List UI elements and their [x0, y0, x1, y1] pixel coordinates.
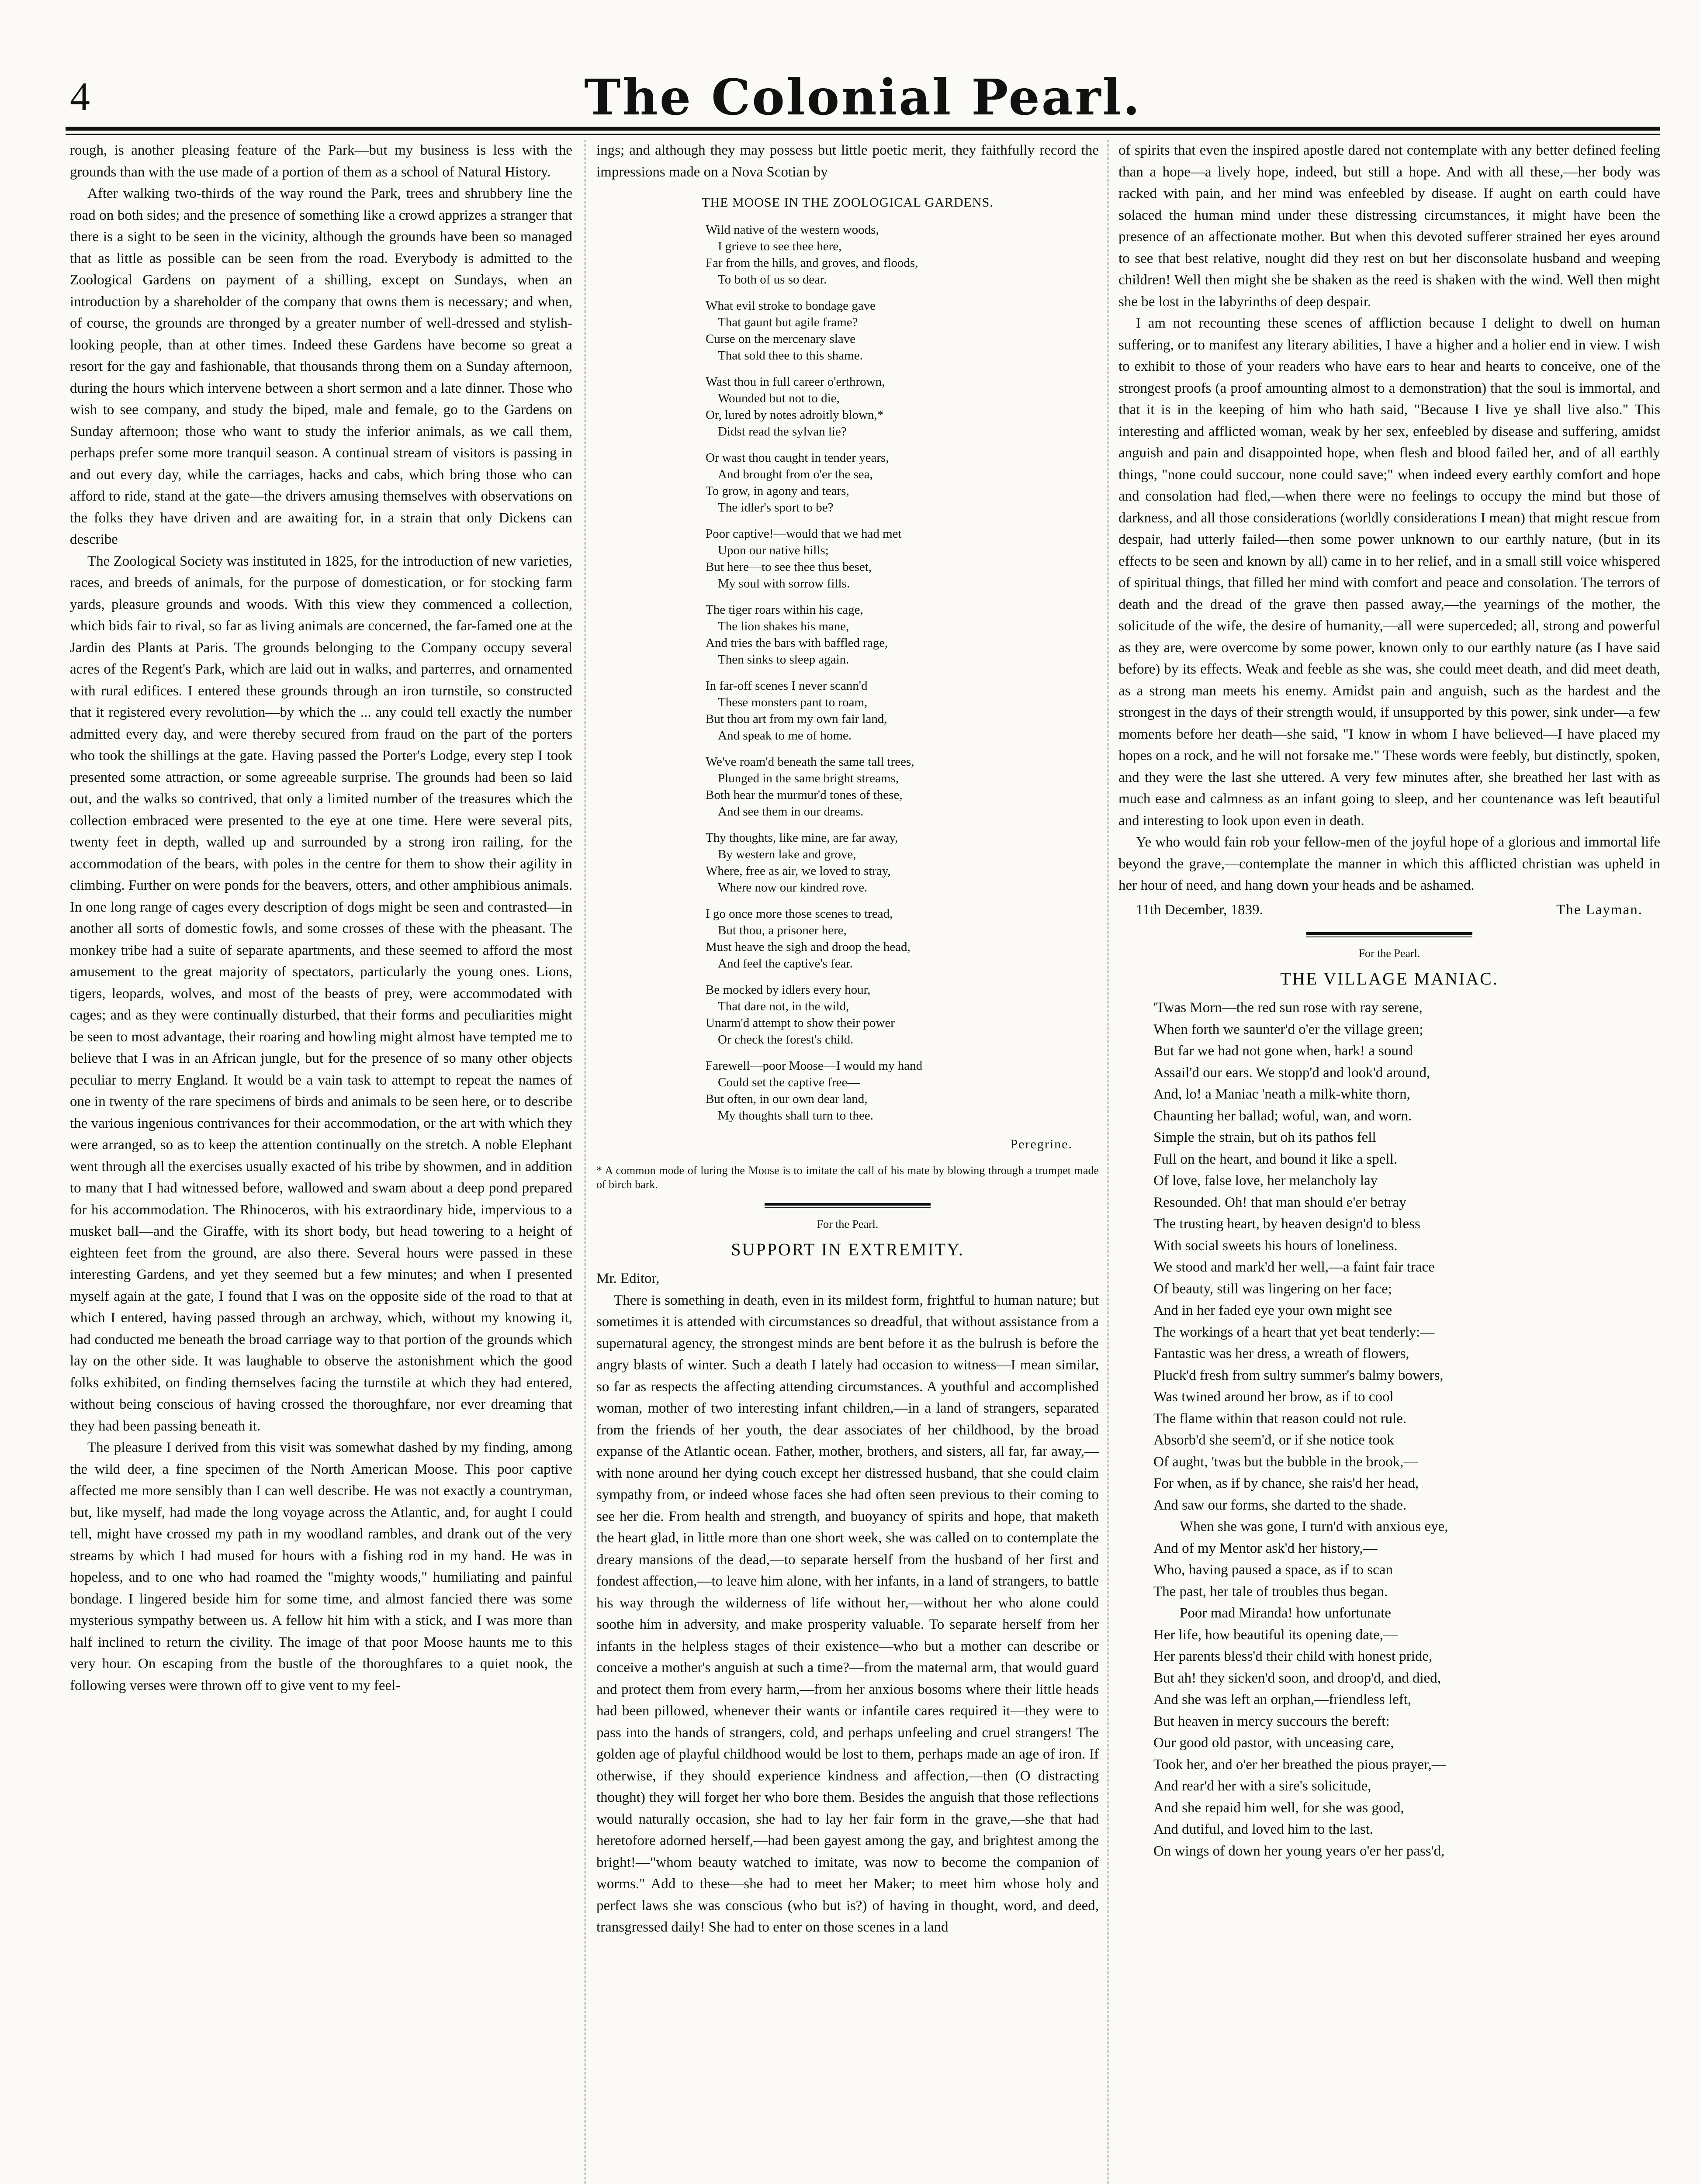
poem-line: Thy thoughts, like mine, are far away,	[706, 830, 898, 845]
poem-line: Could set the captive free—	[718, 1075, 860, 1089]
poem-line: To grow, in agony and tears,	[706, 484, 849, 498]
paragraph: The pleasure I derived from this visit was somewhat dashed by my finding, among the wild deer, a fine specimen of the North American Moose. This poor captive affected me more sensibly than I can well describe. He was not exactly a countryman, but, like myself, had made the long voyage across the Atlantic, and, for aught I could tell, might have crossed my path in my woodland rambles, and drank out of the very streams by which I had mused for hours with a fishing rod in my hand. He was in hopeless, and to one who had roamed the "mighty woods," humiliating and painful bondage. I lingered beside him for some time, and almost fancied there was some mysterious sympathy between us. A fellow hit him with a stick, and I was more than half inclined to return the civility. The image of that poor Moose haunts me to this very hour. On escaping from the bustle of the thoroughfares to a quiet nook, the following verses were thrown off to give vent to my feel-	[70, 1440, 572, 1693]
poem-line: That dare not, in the wild,	[718, 999, 849, 1013]
poem-line: 'Twas Morn—the red sun rose with ray serene,	[1153, 1000, 1423, 1016]
poem-line: Wast thou in full career o'erthrown,	[706, 374, 885, 389]
poem-line: When she was gone, I turn'd with anxious eye,	[1180, 1519, 1448, 1534]
poem-line: Plunged in the same bright streams,	[718, 771, 899, 785]
poem-line: Far from the hills, and groves, and floods,	[706, 256, 918, 270]
poem-line: Farewell—poor Moose—I would my hand	[706, 1058, 923, 1073]
poem-line: Of beauty, still was lingering on her face;	[1153, 1281, 1392, 1297]
section-divider	[765, 1203, 931, 1208]
poem-line: Full on the heart, and bound it like a spell.	[1153, 1151, 1398, 1167]
section-divider	[1306, 932, 1472, 937]
poem-line: Absorb'd she seem'd, or if she notice took	[1153, 1432, 1394, 1448]
paragraph: The Zoological Society was instituted in 1825, for the introduction of new varieties, races, and breeds of animals, for the purpose of domestication, or for stocking farm yards, pleasure grounds and woods. With this view they commenced a collection, which bids fair to rival, so far as living animals are concerned, the far-famed one at the Jardin des Plants at Paris. The grounds belonging to the Company occupy several acres of the Regent's Park, which are laid out in walks, and parterres, and ornamented with rural edifices. I entered these grounds through an iron turnstile, so constructed that it registered every revolution—by which the ... any could tell exactly the number admitted every day, and were thereby secured from fraud on the part of the porters who took the shillings at the gate. Having passed the Porter's Lodge, every step I took presented some attraction, or some agreeable surprise. The grounds had been so laid out, and the walks so contrived, that only a limited number of the treasures which the collection embraced were presented to the eye at one time. Here were several pits, twenty feet in depth, walled up and surrounded by a strong iron railing, for the accommodation of the bears, with poles in the centre for them to show their agility in climbing. Further on were ponds for the beavers, otters, and other amphibious animals. In one long range of cages every description of dogs might be seen and contrasted—in another all sorts of domestic fowls, and some crosses of these with the pheasant. The monkey tribe had a suite of separate apartments, and these seemed to afford the most amusement to the great majority of spectators, particularly the young ones. Lions, tigers, leopards, wolves, and most of the beasts of prey, were accommodated with cages; and as they were continually disturbed, that their forms and peculiarities might be seen to most advantage, their roaring and howling might almost have tempted me to believe that I was in an African jungle, but for the presence of so many other objects peculiar to merry England. It would be a vain task to attempt to repeat the names of one in twenty of the rare specimens of birds and animals to be seen here, or to describe the various ingenious contrivances for their accommodation, or the art with which they were arranged, so as to keep the attention continually on the stretch. A noble Elephant went through all the exercises usually exacted of his tribe by showmen, and in addition to many that I had witnessed before, wallowed and swam about a deep pond prepared for his accommodation. The Rhinoceros, with his extraordinary hide, impervious to a musket ball—and the Giraffe, with its short body, but head towering to a height of eighteen feet from the ground, are also there. Several hours were passed in these interesting Gardens, and yet they seemed but a few minutes; and when I presented myself again at the gate, I found that I was on the opposite side of the road to that at which I entered, having passed through an archway, which, without my knowing it, had conducted me beneath the broad carriage way to that portion of the grounds which lay on the other side. It was laughable to observe the astonishment which the good folks exhibited, on finding themselves facing the turnstile at which they had entered, without being conscious of having crossed the thoroughfare, nor ever dreaming that they had been passing beneath it.	[70, 553, 572, 1434]
page-number: 4	[70, 74, 90, 119]
byline: For the Pearl.	[817, 1218, 879, 1230]
masthead	[66, 66, 1660, 131]
poem-line: And, lo! a Maniac 'neath a milk-white thorn,	[1153, 1086, 1410, 1102]
paragraph: of spirits that even the inspired apostle dared not contemplate with any better defined feeling than a hope—a lively hope, indeed, but still a hope. And with all these,—her body was racked with pain, and her mind was enfeebled by disease. If aught on earth could have solaced the human mind under these distressing circumstances, it might have been the presence of an affectionate mother. But when this devoted sufferer strained her eyes around to see that best relative, nought did they rest on but her disconsolate husband and weeping children! Well then might she be shaken as the reed is shaken with the wind. Well then might she be lost in the labyrinths of deep despair.	[1118, 142, 1660, 310]
poem-line: Her parents bless'd their child with honest pride,	[1153, 1648, 1433, 1664]
poem-line: That gaunt but agile frame?	[718, 315, 858, 329]
poem-line: My soul with sorrow fills.	[718, 576, 850, 591]
poem-line: Our good old pastor, with unceasing care,	[1153, 1735, 1394, 1751]
poem-stanza	[706, 753, 1099, 820]
article-title: THE VILLAGE MANIAC.	[1280, 968, 1499, 988]
poem-line: Pluck'd fresh from sultry summer's balmy bowers,	[1153, 1367, 1444, 1383]
poem-line: And brought from o'er the sea,	[718, 467, 873, 481]
poem-stanza	[706, 449, 1099, 516]
newspaper-title: The Colonial Pearl.	[584, 69, 1142, 126]
poem-signature: Peregrine.	[1010, 1137, 1073, 1151]
poem-line: The flame within that reason could not rule.	[1153, 1410, 1407, 1427]
salutation: Mr. Editor,	[596, 1271, 660, 1286]
poem-line: The lion shakes his mane,	[718, 619, 849, 633]
poem-stanza	[706, 297, 1099, 364]
poem-line: Or check the forest's child.	[718, 1032, 854, 1047]
masthead-rule-thin	[66, 134, 1660, 135]
poem-stanza	[706, 221, 1099, 288]
poem-line: Wild native of the western woods,	[706, 222, 879, 237]
poem-body	[596, 221, 1099, 1124]
poem-line: But heaven in mercy succours the bereft:	[1153, 1713, 1390, 1729]
poem-line: And speak to me of home.	[718, 728, 852, 743]
dateline	[1136, 899, 1643, 921]
poem-line: And she repaid him well, for she was good,	[1153, 1800, 1404, 1816]
letter-signature: The Layman.	[1556, 902, 1643, 918]
poem-line: I go once more those scenes to tread,	[706, 906, 893, 921]
poem-line: These monsters pant to roam,	[718, 695, 868, 709]
poem-line: On wings of down her young years o'er her pass'd,	[1153, 1843, 1445, 1859]
poem-line: My thoughts shall turn to thee.	[718, 1108, 874, 1123]
poem-line: Wounded but not to die,	[718, 391, 840, 405]
poem-line: We've roam'd beneath the same tall trees,	[706, 754, 914, 769]
poem-line: Who, having paused a space, as if to scan	[1153, 1562, 1393, 1578]
poem-line: The idler's sport to be?	[718, 500, 834, 515]
poem-stanza	[706, 601, 1099, 668]
poem-line: The trusting heart, by heaven design'd to bless	[1153, 1216, 1420, 1232]
poem-line: And dutiful, and loved him to the last.	[1153, 1821, 1374, 1837]
paragraph: ings; and although they may possess but little poetic merit, they faithfully record the impressions made on a Nova Scotian by	[596, 142, 1099, 180]
paragraph: rough, is another pleasing feature of the Park—but my business is less with the grounds than with the use made of a portion of them as a school of Natural History.	[70, 142, 572, 180]
poem-line: With social sweets his hours of loneliness.	[1153, 1237, 1398, 1254]
poem-line: Must heave the sigh and droop the head,	[706, 940, 911, 954]
poem-stanza	[706, 905, 1099, 972]
poem-line: Her life, how beautiful its opening date,—	[1153, 1627, 1398, 1643]
poem-stanza	[706, 525, 1099, 592]
poem-line: Poor captive!—would that we had met	[706, 526, 902, 541]
paragraph: After walking two-thirds of the way round the Park, trees and shrubbery line the road on both sides; and the presence of something like a crowd apprizes a stranger that there is a sight to be seen in the vicinity, although the grounds have been so managed that as little as possible can be seen from the road. Everybody is admitted to the Zoological Gardens on payment of a shilling, except on Sundays, when an introduction by a shareholder of the company that owns them is necessary; and when, of course, the grounds are thronged by a greater number of well-dressed and stylish-looking people, than at other times. Indeed these Gardens have become so great a resort for the gay and fashionable, that thousands throng them on a Sunday afternoon, during the hours which intervene between a short sermon and a late dinner. Those who wish to see company, and study the biped, male and female, go to the Gardens on Sunday afternoon; those who want to study the inferior animals, as we call them, perhaps prefer some more tranquil season. A continual stream of visitors is passing in and out every day, while the carriages, hacks and cabs, which bring those who can afford to ride, stand at the gate—the drivers amusing themselves with observations on the folks they have driven and are awaiting for, in a strain that only Dickens can describe	[70, 186, 572, 547]
poem-stanza	[706, 677, 1099, 744]
poem-line: And of my Mentor ask'd her history,—	[1153, 1540, 1378, 1556]
poem-line: Upon our native hills;	[718, 543, 829, 557]
poem-line: And tries the bars with baffled rage,	[706, 636, 888, 650]
poem-line: For when, as if by chance, she rais'd her head,	[1153, 1476, 1419, 1491]
poem-line: Where, free as air, we loved to stray,	[706, 864, 891, 878]
poem-line: Assail'd our ears. We stopp'd and look'd around,	[1153, 1064, 1430, 1081]
poem-line: Fantastic was her dress, a wreath of flowers,	[1153, 1346, 1409, 1362]
poem-line: Both hear the murmur'd tones of these,	[706, 788, 903, 802]
masthead-rule-thick	[66, 127, 1660, 131]
poem-line: And she was left an orphan,—friendless left,	[1153, 1692, 1412, 1707]
poem-line: The workings of a heart that yet beat tenderly:—	[1153, 1324, 1435, 1340]
poem-line: I grieve to see thee here,	[718, 239, 842, 253]
poem-line: But far we had not gone when, hark! a sound	[1153, 1043, 1413, 1059]
footnote: * A common mode of luring the Moose is to imitate the call of his mate by blowing through a trumpet made of birch bark.	[596, 1164, 1099, 1191]
poem-line: Poor mad Miranda! how unfortunate	[1180, 1605, 1391, 1621]
poem-line: Unarm'd attempt to show their power	[706, 1016, 895, 1030]
column-3	[1118, 140, 1660, 2184]
poem-line: Resounded. Oh! that man should e'er betray	[1153, 1194, 1406, 1210]
poem-line: The tiger roars within his cage,	[706, 602, 863, 617]
poem-line: Curse on the mercenary slave	[706, 332, 856, 346]
poem-line: Or, lured by notes adroitly blown,*	[706, 408, 884, 422]
poem-line: But ah! they sicken'd soon, and droop'd, and died,	[1153, 1670, 1441, 1686]
poem-line: But here—to see thee thus beset,	[706, 560, 872, 574]
poem-line: But often, in our own dear land,	[706, 1092, 868, 1106]
poem-line: Where now our kindred rove.	[718, 880, 868, 895]
poem-line: What evil stroke to bondage gave	[706, 298, 876, 313]
poem-line: Or wast thou caught in tender years,	[706, 450, 889, 465]
poem-line: And in her faded eye your own might see	[1153, 1303, 1392, 1318]
poem-body	[1153, 997, 1660, 1862]
paragraph: There is something in death, even in its mildest form, frightful to human nature; but sometimes it is attended with circumstances so dreadful, that without assistance from a supernatural agency, the strongest minds are bent before it as the bulrush is before the angry blasts of winter. Such a death I lately had occasion to witness—I mean similar, so far as respects the affecting attending circumstances. A youthful and accomplished woman, mother of two interesting infant children,—in a land of strangers, separated from the friends of her youth, the dear associates of her childhood, by the broad expanse of the Atlantic ocean. Father, mother, brothers, and sisters, all far, far away,—with none around her dying couch except her distressed husband, that she could claim sympathy from, or indeed whose faces she had often seen previous to their coming to see her die. From health and strength, and buoyancy of spirits and hope, that maketh the heart glad, in little more than one short week, she was called on to contemplate the dreary mansions of the dead,—to separate herself from the husband of her first and fondest affection,—to leave him alone, with her infants, in a land of strangers, to battle his way through the wilderness of life without her,—without her who alone could soothe him in adversity, and make prosperity valuable. To separate herself from her infants in the helpless stages of their existence—who but a mother can describe or conceive a mother's anguish at such a time?—from the maternal arm, that would guard and protect them from every harm,—from her anxious bosoms where their little heads had been pillowed, whenever their wants or infantile cares required it—they were to pass into the hands of strangers, cold, and perhaps unfeeling and cruel strangers! The golden age of playful childhood would be lost to them, perhaps made an age of iron. If otherwise, if they should experience kindness and affection,—then (O distracting thought) they will forget her who bore them. Besides the anguish that those reflections would naturally occasion, she had to lay her fair form in the grave,—she that had heretofore adorned herself,—had been gayest among the gay, and brightest among the bright!—"whom beauty watched to imitate, was now to become the companion of worms." Add to these—she had to meet her Maker; to meet him whose holy and perfect laws she was conscious (who but is?) of having in thought, word, and deed, transgressed daily! She had to enter on those scenes in a land	[596, 1292, 1099, 1935]
poem-line: Chaunting her ballad; woful, wan, and worn.	[1153, 1108, 1412, 1124]
poem-line: And see them in our dreams.	[718, 804, 864, 819]
poem-line: And saw our forms, she darted to the shade.	[1153, 1497, 1407, 1513]
poem-line: Simple the strain, but oh its pathos fell	[1153, 1130, 1376, 1145]
poem-line: Be mocked by idlers every hour,	[706, 982, 871, 997]
poem-line: Of aught, 'twas but the bubble in the brook,—	[1153, 1454, 1418, 1470]
poem-line: By western lake and grove,	[718, 847, 856, 861]
poem-line: Then sinks to sleep again.	[718, 652, 849, 667]
poem-line: Was twined around her brow, as if to cool	[1153, 1389, 1394, 1405]
letter-date: 11th December, 1839.	[1136, 902, 1263, 918]
poem-line: And feel the captive's fear.	[718, 956, 853, 971]
poem-stanza	[706, 373, 1099, 440]
poem-line: And rear'd her with a sire's solicitude,	[1153, 1778, 1371, 1794]
poem-stanza	[706, 829, 1099, 896]
poem-line: But thou art from my own fair land,	[706, 712, 887, 726]
paragraph: I am not recounting these scenes of affliction because I delight to dwell on human suffering, or to manifest any literary abilities, I have a higher and a holier end in view. I wish to exhibit to those of your readers who have ears to hear and hearts to conceive, one of the strongest proofs (a proof amounting almost to a demonstration) that the soul is immortal, and that it is in the keeping of him who hath said, "Because I live ye shall live also." This interesting and afflicted woman, weak by her sex, enfeebled by disease and suffering, amidst anguish and pain and disappointed hope, when flesh and blood failed her, and of all earthly things, "none could succour, none could save;" when indeed every earthly comfort and hope and consolation had fled,—when there were no feelings to occupy the mind but those of darkness, and all those considerations (worldly considerations I mean) that might rescue from despair, had utterly failed—then some power unknown to our earthly nature, (but in its effects to be seen and known by all) came in to her relief, and in a small still voice whispered of spiritual things, that filled her mind with comfort and peace and consolation. The terrors of death and the dread of the grave then passed away,—the yearnings of the mother, the solicitude of the wife, the desire of humanity,—all were superceded; all, strong and powerful as they are, were overcome by some power, known only to our earthly nature (as I have said before) by its effects. Weak and feeble as she was, she could meet death, and did meet death, as a strong man meets his enemy. Amidst pain and anguish, such as the hardest and the strongest in the days of their strength would, if unsupported by this power, sink under—a few moments before her death—she said, "I know in whom I have believed—I have placed my hopes on a rock, and he will not forsake me." These words were feebly, but distinctly, spoken, and they were the last she uttered. A very few minutes after, she breathed her last with as much ease and calmness as an infant going to sleep, and her countenance was left beautiful and interesting to look upon even in death.	[1118, 315, 1660, 829]
poem-line: Of love, false love, her melancholy lay	[1153, 1173, 1378, 1189]
article-title: SUPPORT IN EXTREMITY.	[731, 1239, 964, 1259]
byline: For the Pearl.	[1358, 947, 1420, 960]
poem-line: When forth we saunter'd o'er the village green;	[1153, 1021, 1423, 1037]
paragraph: Ye who would fain rob your fellow-men of the joyful hope of a glorious and immortal life beyond the grave,—contemplate the manner in which this afflicted christian was upheld in her hour of need, and hang down your heads and be ashamed.	[1118, 834, 1660, 893]
column-2	[596, 140, 1099, 2184]
poem-line: In far-off scenes I never scann'd	[706, 678, 868, 693]
poem-stanza	[706, 1057, 1099, 1124]
poem-line: We stood and mark'd her well,—a faint fair trace	[1153, 1259, 1435, 1275]
poem-line: But thou, a prisoner here,	[718, 923, 847, 937]
poem-stanza	[706, 981, 1099, 1048]
poem-line: That sold thee to this shame.	[718, 348, 863, 363]
poem-line: Took her, and o'er her breathed the pious prayer,—	[1153, 1756, 1446, 1773]
poem-title: THE MOOSE IN THE ZOOLOGICAL GARDENS.	[702, 195, 994, 210]
poem-line: Didst read the sylvan lie?	[718, 424, 847, 439]
poem-line: To both of us so dear.	[718, 272, 827, 287]
poem-line: The past, her tale of troubles thus began.	[1153, 1583, 1388, 1600]
column-1	[70, 140, 572, 2184]
